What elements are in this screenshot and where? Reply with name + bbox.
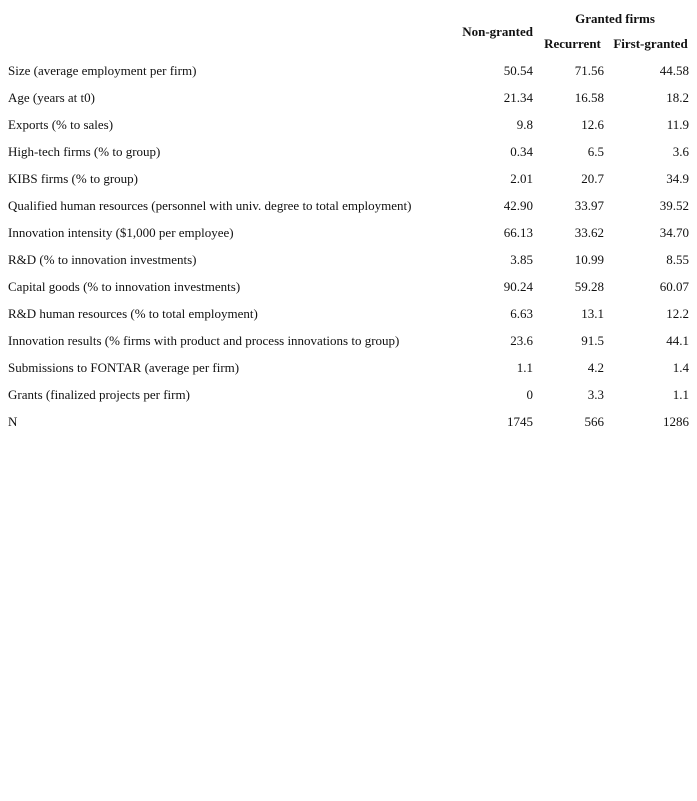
table-row <box>4 381 693 408</box>
row-label: Exports (% to sales) <box>8 117 114 132</box>
firm-statistics-table <box>4 6 693 435</box>
cell-recurrent: 20.7 <box>581 171 604 186</box>
cell-first-granted: 1286 <box>663 414 690 429</box>
row-label: Submissions to FONTAR (average per firm) <box>8 360 240 375</box>
cell-non-granted: 23.6 <box>510 333 533 348</box>
cell-recurrent: 12.6 <box>581 117 604 132</box>
cell-first-granted: 3.6 <box>672 144 690 159</box>
cell-non-granted: 2.01 <box>510 171 533 186</box>
header-first-granted: First-granted <box>613 36 688 51</box>
row-label: Innovation intensity ($1,000 per employee) <box>8 225 234 240</box>
cell-recurrent: 13.1 <box>581 306 604 321</box>
row-label: Qualified human resources (personnel with univ. degree to total employment) <box>8 198 412 213</box>
cell-recurrent: 91.5 <box>581 333 604 348</box>
cell-first-granted: 8.55 <box>666 252 690 267</box>
table-row <box>4 273 693 300</box>
table-row <box>4 300 693 327</box>
table-row <box>4 246 693 273</box>
header-non-granted: Non-granted <box>462 24 533 39</box>
header-label-column <box>4 6 452 57</box>
cell-recurrent: 6.5 <box>587 144 604 159</box>
cell-non-granted: 6.63 <box>510 306 533 321</box>
table-row <box>4 84 693 111</box>
header-row-top <box>4 6 693 30</box>
table-row <box>4 219 693 246</box>
cell-first-granted: 18.2 <box>666 90 690 105</box>
cell-non-granted: 42.90 <box>503 198 533 213</box>
cell-first-granted: 34.9 <box>666 171 690 186</box>
cell-first-granted: 1.1 <box>672 387 690 402</box>
row-label: R&D human resources (% to total employment) <box>8 306 258 321</box>
cell-non-granted: 90.24 <box>503 279 533 294</box>
row-label: Grants (finalized projects per firm) <box>8 387 190 402</box>
cell-recurrent: 10.99 <box>574 252 604 267</box>
table-row <box>4 165 693 192</box>
cell-recurrent: 3.3 <box>587 387 604 402</box>
table-row <box>4 192 693 219</box>
cell-non-granted: 21.34 <box>503 90 533 105</box>
row-label: Capital goods (% to innovation investments) <box>8 279 241 294</box>
cell-recurrent: 33.62 <box>574 225 604 240</box>
cell-first-granted: 44.1 <box>666 333 690 348</box>
cell-non-granted: 9.8 <box>516 117 533 132</box>
header-granted-firms: Granted firms <box>575 10 655 26</box>
table-row <box>4 111 693 138</box>
cell-non-granted: 0 <box>526 387 533 402</box>
cell-recurrent: 566 <box>584 414 604 429</box>
row-label: High-tech firms (% to group) <box>8 144 161 159</box>
row-label: Age (years at t0) <box>8 90 95 105</box>
cell-non-granted: 1745 <box>507 414 533 429</box>
cell-first-granted: 1.4 <box>672 360 690 375</box>
cell-recurrent: 59.28 <box>574 279 604 294</box>
table-row <box>4 57 693 84</box>
table-row <box>4 408 693 435</box>
table-row <box>4 138 693 165</box>
row-label: Innovation results (% firms with product and process innovations to group) <box>8 333 400 348</box>
cell-first-granted: 11.9 <box>666 117 690 132</box>
row-label: R&D (% to innovation investments) <box>8 252 197 267</box>
row-label: N <box>8 414 18 429</box>
table-body <box>4 57 693 435</box>
cell-non-granted: 0.34 <box>510 144 533 159</box>
table-row <box>4 327 693 354</box>
table-header <box>4 6 693 57</box>
cell-first-granted: 34.70 <box>659 225 690 240</box>
row-label: Size (average employment per firm) <box>8 63 197 78</box>
cell-recurrent: 71.56 <box>574 63 604 78</box>
cell-non-granted: 1.1 <box>516 360 533 375</box>
row-label: KIBS firms (% to group) <box>8 171 138 186</box>
table-row <box>4 354 693 381</box>
cell-non-granted: 3.85 <box>510 252 533 267</box>
cell-recurrent: 4.2 <box>587 360 604 375</box>
cell-first-granted: 12.2 <box>666 306 690 321</box>
cell-recurrent: 33.97 <box>574 198 604 213</box>
cell-first-granted: 60.07 <box>659 279 690 294</box>
cell-recurrent: 16.58 <box>574 90 604 105</box>
cell-non-granted: 50.54 <box>503 63 533 78</box>
cell-first-granted: 44.58 <box>659 63 690 78</box>
cell-non-granted: 66.13 <box>503 225 533 240</box>
header-recurrent: Recurrent <box>544 36 601 51</box>
cell-first-granted: 39.52 <box>659 198 690 213</box>
